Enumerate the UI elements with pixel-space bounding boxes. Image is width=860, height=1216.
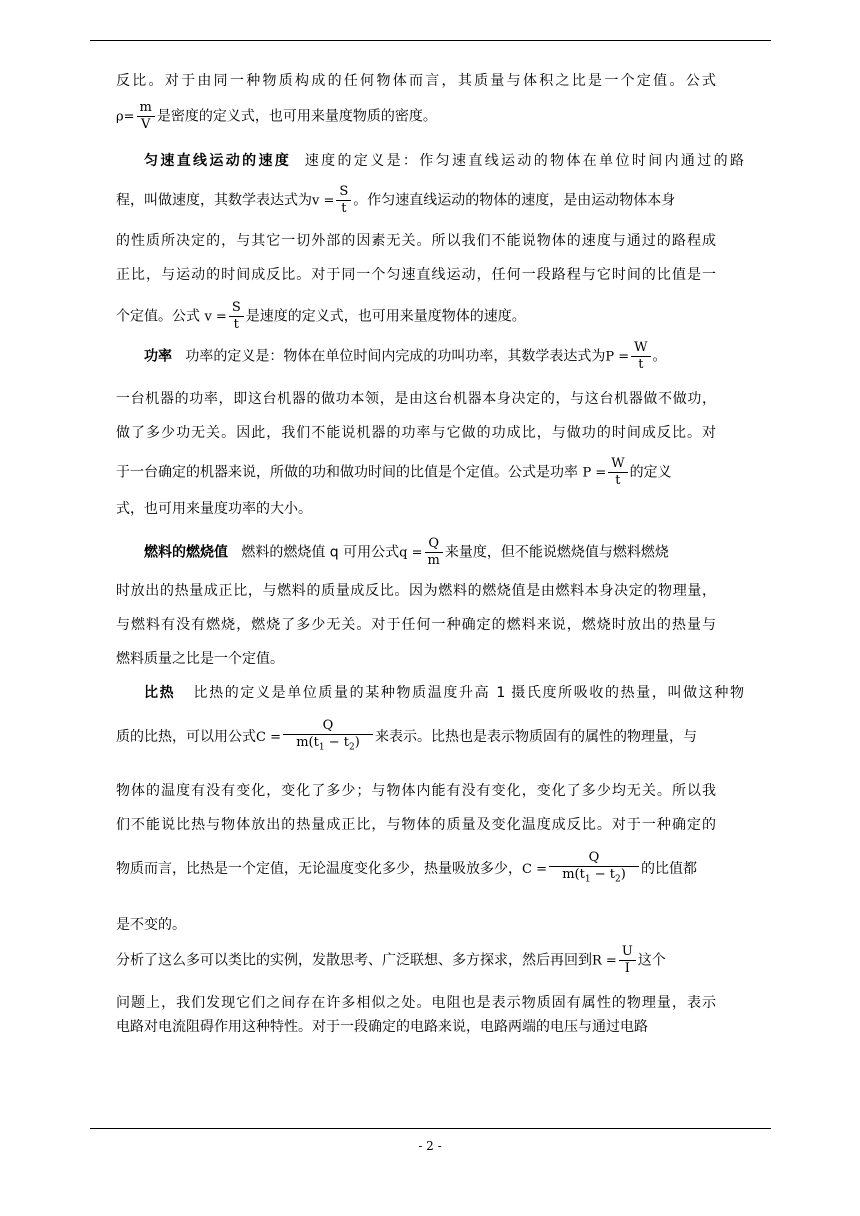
text-line: 物体的温度有没有变化，变化了多少；与物体内能有没有变化，变化了多少均无关。所以我 (116, 783, 716, 799)
text-line: 燃料质量之比是一个定值。 (116, 651, 284, 667)
text-line: 于一台确定的机器来说，所做的功和做功时间的比值是个定值。公式是功率 P = $\frac{W}{t}$ 的定义 (116, 456, 672, 488)
text-line: 的性质所决定的，与其它一切外部的因素无关。所以我们不能说物体的速度与通过的路程成 (116, 233, 716, 249)
text-line: 比热 比热的定义是单位质量的某种物质温度升高 1 摄氏度所吸收的热量，叫做这种物 (144, 685, 744, 701)
text-line: 程，叫做速度，其数学表达式为v = $\frac{S}{t}$ 。作匀速直线运动的物体的速度，是由运动物体本身 (116, 184, 676, 216)
text-line: 电路对电流阻碍作用这种特性。对于一段确定的电路来说，电路两端的电压与通过电路 (116, 1019, 648, 1035)
power-fraction-2: $\frac{W}{t}$ (608, 456, 627, 489)
text-line: 物质而言，比热是一个定值，无论温度变化多少，热量吸放多少，C = $\frac{Q}{m(t_1 - t_2)}$ 的比值都 (116, 850, 697, 888)
fuel-fraction: $\frac{Q}{m}$ (425, 536, 443, 569)
text-line: 是不变的。 (116, 917, 186, 933)
text-line: 个定值。公式 v = $\frac{S}{t}$ 是速度的定义式，也可用来量度物体的速度。 (116, 300, 526, 332)
text-line: 质的比热，可以用公式C = $\frac{Q}{m(t_1 - t_2)}$ 来表示。比热也是表示物质固有的属性的物理量，与 (116, 718, 697, 756)
section-heading-speed: 匀速直线运动的速度 (144, 153, 292, 169)
text-line: 分析了这么多可以类比的实例，发散思考、广泛联想、多方探求，然后再回到R = $\frac{U}{I}$ 这个 (116, 944, 666, 976)
text-line: 与燃料有没有燃烧，燃烧了多少无关。对于任何一种确定的燃料来说，燃烧时放出的热量与 (116, 617, 716, 633)
resistance-fraction: $\frac{U}{I}$ (619, 944, 636, 977)
text-line: 时放出的热量成正比，与燃料的质量成反比。因为燃料的燃烧值是由燃料本身决定的物理量， (116, 583, 716, 599)
text-line: 燃料的燃烧值 燃料的燃烧值 q 可用公式q = $\frac{Q}{m}$ 来量度，但不能说燃烧值与燃料燃烧 (144, 536, 669, 568)
section-heading-heat: 比热 (144, 685, 176, 701)
text-line: 一台机器的功率，即这台机器的做功本领，是由这台机器本身决定的，与这台机器做不做功， (116, 391, 716, 407)
heat-fraction: $\frac{Q}{m(t_1 - t_2)}$ (283, 718, 373, 756)
text-line: 们不能说比热与物体放出的热量成正比，与物体的质量及变化温度成反比。对于一种确定的 (116, 817, 716, 833)
text-line: 匀速直线运动的速度 速度的定义是：作匀速直线运动的物体在单位时间内通过的路 (144, 153, 744, 169)
section-heading-power: 功率 (144, 348, 172, 365)
text-line: 正比，与运动的时间成反比。对于同一个匀速直线运动，任何一段路程与它时间的比值是一 (116, 267, 716, 283)
text-line: 问题上，我们发现它们之间存在许多相似之处。电阻也是表示物质固有属性的物理量，表示 (116, 995, 716, 1011)
heat-fraction-2: $\frac{Q}{m(t_1 - t_2)}$ (549, 850, 639, 888)
text-line: ρ= $\frac{m}{V}$ 是密度的定义式，也可用来量度物质的密度。 (116, 100, 437, 132)
power-fraction: $\frac{W}{t}$ (631, 340, 650, 373)
speed-fraction: $\frac{S}{t}$ (336, 184, 351, 217)
footer-rule (90, 1128, 771, 1129)
formula-lhs: ρ= (116, 109, 135, 125)
speed-fraction-2: $\frac{S}{t}$ (229, 300, 244, 333)
text-line: 反比。对于由同一种物质构成的任何物体而言，其质量与体积之比是一个定值。公式 (116, 73, 716, 89)
section-heading-fuel: 燃料的燃烧值 (144, 544, 228, 561)
text-line: 功率 功率的定义是：物体在单位时间内完成的功叫功率，其数学表达式为P = $\frac{W}{t}$ 。 (144, 340, 667, 372)
text-line: 式，也可用来量度功率的大小。 (116, 501, 312, 517)
page-number: - 2 - (418, 1139, 442, 1153)
density-fraction: $\frac{m}{V}$ (137, 100, 155, 133)
text-line: 做了多少功无关。因此，我们不能说机器的功率与它做的功成比，与做功的时间成反比。对 (116, 425, 716, 441)
header-rule (90, 40, 771, 41)
